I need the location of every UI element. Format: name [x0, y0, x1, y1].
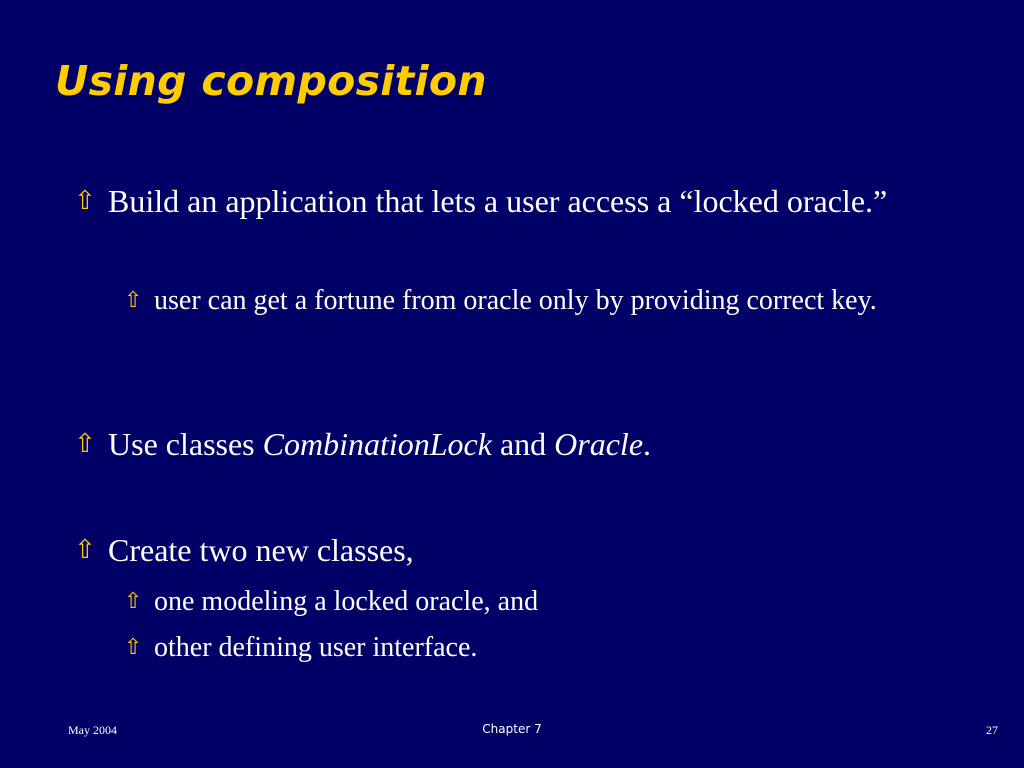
- up-arrow-outline-icon: ⇧: [74, 535, 96, 565]
- sub-bullet-text: one modeling a locked oracle, and: [154, 586, 539, 617]
- bullet-text-suffix: .: [643, 426, 652, 462]
- bullet-build-application: [74, 178, 966, 224]
- footer-page-number: 27: [986, 723, 998, 737]
- up-arrow-outline-icon: ⇧: [124, 635, 143, 660]
- bullet-text-prefix: Use classes: [108, 426, 263, 462]
- up-arrow-outline-icon: ⇧: [124, 288, 143, 313]
- up-arrow-outline-icon: ⇧: [74, 429, 96, 459]
- sub-bullet-user-interface: [124, 627, 966, 668]
- slide-title: Using composition: [55, 57, 487, 105]
- sub-bullet-fortune-key: [124, 280, 966, 321]
- bullet-create-classes: [74, 527, 966, 573]
- sub-bullet-text: user can get a fortune from oracle only by providing correct key.: [154, 285, 877, 316]
- bullet-use-classes: [74, 421, 966, 467]
- footer-chapter: Chapter 7: [482, 722, 542, 736]
- class-name-combinationlock: CombinationLock: [262, 426, 492, 462]
- bullet-text-middle: and: [491, 426, 555, 462]
- sub-bullet-locked-oracle: [124, 581, 966, 622]
- bullet-text: Build an application that lets a user access a “locked oracle.”: [108, 183, 888, 219]
- up-arrow-outline-icon: ⇧: [124, 589, 143, 614]
- sub-bullet-text: other defining user interface.: [154, 632, 478, 663]
- class-name-oracle: Oracle: [554, 426, 644, 462]
- up-arrow-outline-icon: ⇧: [74, 186, 96, 216]
- bullet-text: Create two new classes,: [108, 532, 414, 568]
- footer-date: May 2004: [68, 723, 117, 737]
- bullet-text: [108, 421, 966, 467]
